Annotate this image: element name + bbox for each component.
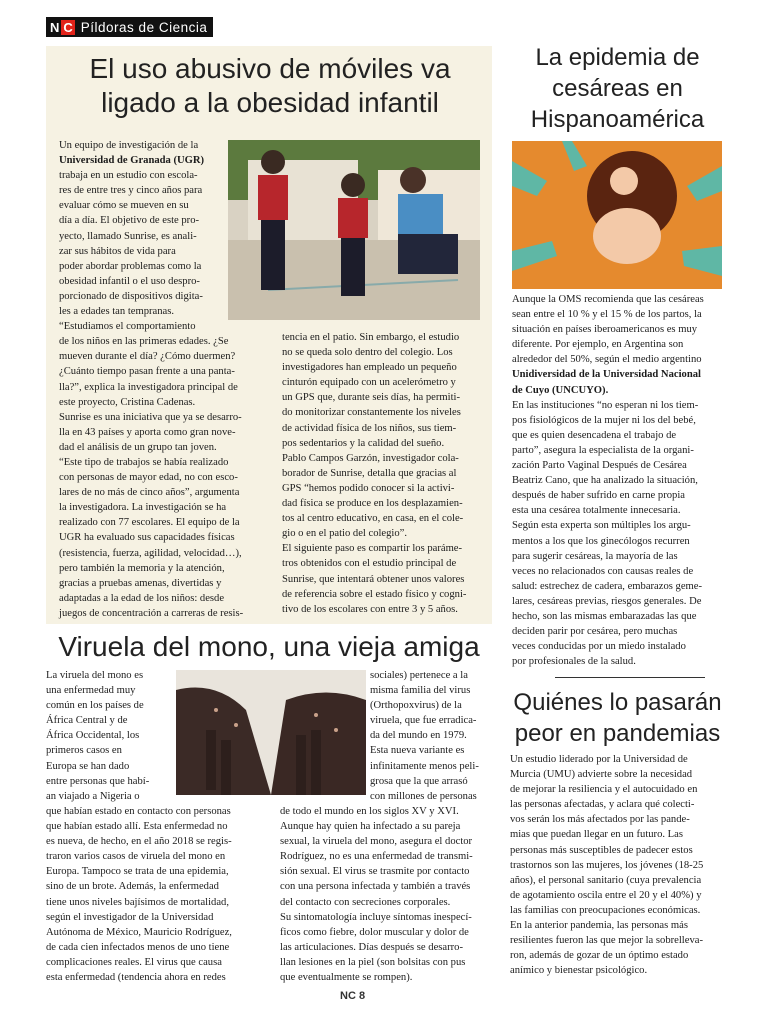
text-line: “Estudiamos el comportamiento — [59, 321, 196, 333]
text-line: Su sintomatología incluye síntomas inespecí- — [280, 911, 472, 923]
text-line: África Central y de — [46, 715, 128, 727]
text-line: dad física se produce en los desplazamien- — [282, 498, 463, 510]
text-line: yecto, llamado Sunrise, es anali- — [59, 230, 197, 242]
text-line: obesidad infantil o el uso despro- — [59, 275, 200, 287]
text-line: lla?”, explica la investigadora principal de — [59, 381, 238, 393]
text-line: mentos a los que los ginecólogos recurren — [512, 535, 690, 547]
text-line: pos sedentarios y la calidad del sueño. — [282, 437, 445, 449]
text-line: grosa que la que arrasó — [370, 775, 468, 787]
cesarea-illustration — [512, 141, 722, 289]
text-line: infinitamente menos peli- — [370, 760, 479, 772]
text-line: dad el análisis de un grupo tan joven. — [59, 441, 217, 453]
text-line: Rodríguez, no es una enfermedad de transmi- — [280, 851, 473, 863]
text-line: este proyecto, Cristina Cadenas. — [59, 396, 196, 408]
text-line: viruela, que fue erradica- — [370, 715, 477, 727]
text-line: complicaciones reales. El virus que causa — [46, 956, 222, 968]
text-line: vos serán los más afectados por las pande- — [510, 814, 690, 826]
text-line: que habían estado allí. Esta enfermedad no — [46, 821, 228, 833]
text-line: res de entre tres y cinco años para — [59, 185, 203, 197]
text-line: resilientes fueron las que mejor la sobrelleva- — [510, 935, 703, 947]
text-line: GPS “hemos podido conocer si la activi- — [282, 482, 455, 494]
article3-left-intro — [46, 668, 176, 804]
text-line: de todo el mundo en los siglos XV y XVI. — [280, 806, 459, 817]
text-line: En la anterior pandemia, las personas más — [510, 920, 688, 932]
footer — [340, 990, 365, 1002]
article-title-cesareas: La epidemia de cesáreas en Hispanoamérica — [530, 44, 705, 133]
text-line: Universidad de Granada (UGR) — [59, 155, 205, 167]
text-line: pos fisiológicos de la mujer ni los del bebé, — [512, 414, 696, 426]
text-line: sean entre el 10 % y el 15 % de los partos, la — [512, 309, 702, 321]
text-line: lares de no más de cinco años”, argumenta — [59, 487, 240, 499]
text-line: esta enfermedad (tendencia ahora en redes — [46, 972, 226, 984]
text-line: Un estudio liderado por la Universidad de — [510, 754, 688, 765]
footer-logo: NC — [340, 990, 356, 1002]
text-line: ficos como fiebre, dolor muscular y dolor de — [280, 926, 469, 938]
text-line: (Orthopoxvirus) de la — [370, 700, 462, 712]
text-line: la investigadora. La investigación se ha — [59, 502, 227, 514]
hands-photo — [176, 670, 366, 795]
text-line: las articulaciones. Días después se desarro- — [280, 941, 463, 953]
text-line: para sugerir cesáreas, la mayoría de las — [512, 550, 678, 562]
page-number: 8 — [358, 990, 366, 1002]
text-line: an viajado a Nigeria o — [46, 790, 140, 802]
text-line: según el investigador de la Universidad — [46, 911, 214, 923]
logo-n: N — [50, 19, 60, 35]
text-line: situación en países iberoamericanos es muy — [512, 324, 698, 336]
text-line: del contacto con secreciones corporales. — [280, 896, 451, 908]
text-line: Autónoma de México, Mauricio Rodríguez, — [46, 926, 232, 938]
section-label: Píldoras de Ciencia — [80, 19, 208, 35]
article1-column2 — [282, 330, 492, 617]
text-line: Beatriz Cano, que ha analizado la situación, — [512, 475, 698, 487]
text-line: “Este tipo de trabajos se había realizado — [59, 456, 229, 468]
text-line: Pablo Campos Garzón, investigador cola- — [282, 452, 459, 464]
text-line: poder abordar problemas como la — [59, 260, 202, 272]
text-line: sociales) pertenece a la — [370, 670, 468, 681]
text-line: las personas afectadas, y aclara qué colecti- — [510, 799, 695, 811]
text-line: da del mundo en 1979. — [370, 730, 467, 742]
text-line: Esta nueva variante es — [370, 745, 465, 757]
text-line: anímico y bienestar psicológico. — [510, 965, 648, 977]
text-line: ¿Cuánto tiempo pasan frente a una panta- — [59, 366, 235, 378]
text-line: gracias a pruebas amenas, divertidas y — [59, 577, 222, 589]
logo-c: C — [63, 19, 73, 35]
text-line: Un equipo de investigación de la — [59, 140, 199, 151]
text-line: trabaja en un estudio con escola- — [59, 170, 198, 182]
text-line: que es quien desencadena el trabajo de — [512, 429, 677, 441]
text-line: primeros casos en — [46, 745, 122, 757]
text-line: Aunque la OMS recomienda que las cesáreas — [512, 294, 704, 305]
text-line: es nueva, de hecho, en el año 2018 se regis- — [46, 836, 232, 848]
text-line: Sunrise, que intentará obtener unos valores — [282, 573, 465, 585]
divider — [555, 677, 705, 678]
text-line: les a edades tan tempranas. — [59, 306, 175, 318]
text-line: traron varios casos de viruela del mono en — [46, 851, 226, 863]
text-line: veces conducidas por un miedo instalado — [512, 641, 686, 653]
text-line: sión sexual. El virus se trasmite por contacto — [280, 866, 470, 878]
text-line: tos al centro educativo, en casa, en el cole- — [282, 513, 464, 525]
text-line: ron, además de gozar de un óptimo estado — [510, 950, 689, 962]
text-line: de actividad física de los niños, sus tiem- — [282, 422, 457, 434]
text-line: evaluar cómo se mueven en su — [59, 200, 189, 212]
text-line: de agotamiento oscila entre el 20 y el 40%) y — [510, 889, 702, 901]
text-line: cinturón equipado con un acelerómetro y — [282, 377, 456, 389]
text-line: lares, cesáreas previas, riesgos generales. De — [512, 595, 702, 607]
text-line: que eventualmente se rompen). — [280, 972, 413, 984]
text-line: La viruela del mono es — [46, 670, 144, 681]
text-line: borador de Sunrise, detalla que gracias al — [282, 467, 457, 479]
article-title-pandemias: Quiénes lo pasarán peor en pandemias — [513, 689, 722, 747]
text-line: un GPS que, durante seis días, ha permiti- — [282, 392, 461, 404]
text-line: trastornos son las mujeres, los jóvenes (18-25 — [510, 859, 704, 871]
text-line: común en los países de — [46, 700, 144, 712]
text-line: años), el personal sanitario (cuya prevalencia — [510, 874, 702, 886]
text-line: después de haber sufrido en carne propia — [512, 490, 685, 502]
text-line: Sunrise es una iniciativa que ya se desarro- — [59, 411, 242, 423]
article-title-viruela: Viruela del mono, una vieja amiga — [58, 631, 480, 662]
text-line: adaptadas a la edad de los niños: desde — [59, 592, 225, 604]
article3-right-intro — [370, 668, 492, 804]
text-line: hecho, son las mismas embarazadas las que — [512, 610, 697, 622]
text-line: África Occidental, los — [46, 730, 140, 742]
text-line: zar sus hábitos de vida para — [59, 245, 176, 257]
text-line: Murcia (UMU) advierte sobre la necesidad — [510, 769, 693, 781]
article3-column1 — [46, 804, 276, 985]
text-line: con una persona infectada y también a través — [280, 881, 471, 893]
text-line: de mejorar la resiliencia y el autocuidado en — [510, 784, 698, 796]
text-line: de cada cien infectados menos de uno tiene — [46, 941, 230, 953]
article-title-mobiles: El uso abusivo de móviles va ligado a la obesidad infantil — [89, 53, 451, 118]
text-line: esta una cesárea totalmente innecesaria. — [512, 505, 681, 517]
text-line: entre personas que habí- — [46, 775, 150, 787]
text-line: investigadores han empleado un pequeño — [282, 362, 457, 374]
article2-body — [512, 292, 730, 669]
text-line: diferente. Por ejemplo, en Argentina son — [512, 339, 684, 351]
text-line: En las instituciones “no esperan ni los tiem- — [512, 399, 699, 411]
text-line: de los niños en las primeras edades. ¿Se — [59, 336, 229, 348]
text-line: UGR ha evaluado sus capacidades físicas — [59, 532, 235, 544]
article3-column2 — [280, 804, 495, 985]
text-line: Unidiversidad de la Universidad Nacional — [512, 369, 701, 381]
text-line: que habían estado en contacto con personas — [46, 806, 231, 817]
text-line: con millones de personas — [370, 790, 477, 802]
text-line: porcionado de dispositivos digita- — [59, 290, 203, 302]
text-line: llan lesiones en la piel (son bolsitas con pus — [280, 956, 466, 968]
text-line: de Cuyo (UNCUYO). — [512, 384, 609, 396]
text-line: tencia en el patio. Sin embargo, el estudio — [282, 332, 460, 343]
text-line: con personas de mayor edad, no con esco- — [59, 472, 238, 484]
text-line: Europa. Tampoco se trata de una epidemia, — [46, 866, 229, 878]
text-line: deciden parir por cesárea, pero muchas — [512, 626, 678, 638]
text-line: día a día. El objetivo de este pro- — [59, 215, 200, 227]
text-line: Europa se han dado — [46, 760, 130, 772]
text-line: sino de un brote. Además, la enfermedad — [46, 881, 219, 893]
text-line: do monitorizar constantemente los niveles — [282, 407, 461, 419]
text-line: las familias con preocupaciones económicas. — [510, 904, 701, 916]
text-line: salud: estrechez de cadera, embarazos geme- — [512, 580, 702, 592]
text-line: Aunque hay quien ha infectado a su pareja — [280, 821, 461, 833]
text-line: juegos de concentración a carreras de resis- — [59, 607, 244, 619]
text-line: realizado con 77 escolares. El equipo de la — [59, 517, 240, 529]
text-line: tros obtenidos con el estudio principal de — [282, 558, 457, 570]
text-line: no se queda solo dentro del colegio. Los — [282, 347, 453, 359]
text-line: mueven durante el día? ¿Cómo duermen? — [59, 351, 236, 363]
text-line: Según esta experta son múltiples los argu- — [512, 520, 691, 532]
text-line: alrededor del 50%, según el medio argentino — [512, 354, 702, 366]
text-line: zación Parto Vaginal Después de Cesárea — [512, 460, 687, 472]
text-line: sexual, la viruela del mono, asegura el doctor — [280, 836, 473, 848]
text-line: lla en 43 países y aporta como gran nove- — [59, 426, 236, 438]
article1-column1 — [59, 138, 279, 621]
text-line: personas más susceptibles de padecer estos — [510, 844, 693, 856]
text-line: veces no relacionados con causas reales de — [512, 565, 694, 577]
text-line: (resistencia, fuerza, agilidad, velocidad…), — [59, 547, 242, 559]
text-line: tiene unos niveles bajísimos de mortalidad, — [46, 896, 230, 908]
text-line: pero también la memoria y la atención, — [59, 562, 225, 574]
text-line: por profesionales de la salud. — [512, 656, 636, 668]
text-line: misma familia del virus — [370, 685, 471, 697]
text-line: mias que puedan llegar en un futuro. Las — [510, 829, 683, 841]
text-line: una enfermedad muy — [46, 685, 136, 697]
text-line: parto”, asegura la especialista de la organi- — [512, 444, 694, 456]
text-line: tivo de los escolares con entre 3 y 5 años. — [282, 603, 458, 615]
article4-body — [510, 752, 735, 978]
text-line: El siguiente paso es compartir los paráme- — [282, 543, 463, 555]
section-header — [46, 17, 213, 37]
text-line: gio o en el patio del colegio”. — [282, 528, 408, 540]
text-line: de referencia sobre el estado físico y cogni- — [282, 588, 467, 600]
